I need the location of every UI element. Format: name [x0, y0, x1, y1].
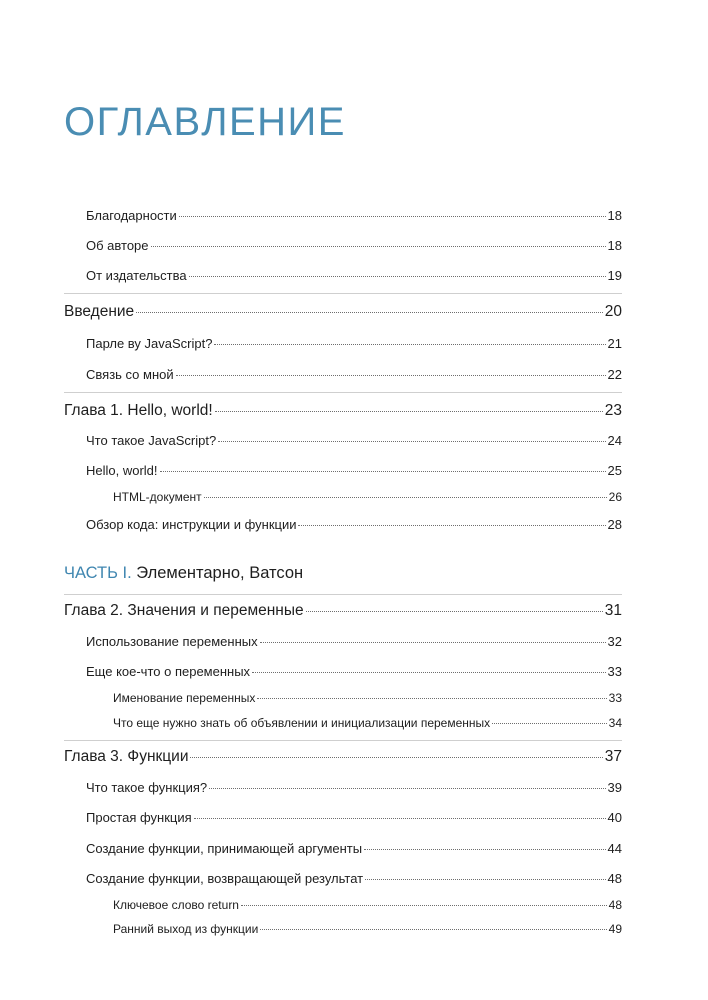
toc-entry-function-result[interactable]	[0, 871, 708, 886]
toc-entry-title: Создание функции, принимающей аргументы	[86, 841, 363, 856]
toc-entry-contact-me[interactable]	[0, 367, 708, 382]
dot-leader	[160, 470, 606, 472]
dot-leader	[189, 275, 606, 277]
part-name: Элементарно, Ватсон	[136, 564, 304, 582]
dot-leader	[298, 524, 605, 526]
dot-leader	[257, 697, 606, 699]
toc-entry-page: 33	[608, 691, 622, 705]
toc-title: ОГЛАВЛЕНИЕ	[64, 100, 346, 144]
toc-entry-page: 49	[608, 922, 622, 936]
dot-leader	[215, 410, 603, 412]
toc-entry-page: 20	[604, 303, 622, 320]
toc-entry-title: Ранний выход из функции	[113, 922, 259, 936]
toc-entry-page: 22	[607, 367, 622, 382]
section-divider	[64, 392, 622, 393]
dot-leader	[492, 722, 607, 724]
toc-entry-page: 31	[604, 602, 622, 619]
dot-leader	[260, 928, 606, 930]
toc-entry-page: 24	[607, 433, 622, 448]
dot-leader	[241, 904, 607, 906]
toc-entry-page: 37	[604, 748, 622, 765]
part-label: ЧАСТЬ I.	[64, 564, 132, 582]
dot-leader	[306, 610, 603, 612]
dot-leader	[209, 787, 605, 789]
toc-entry-title: Ключевое слово return	[113, 898, 239, 912]
toc-entry-declaration-initialization[interactable]	[0, 716, 708, 730]
dot-leader	[204, 496, 607, 498]
toc-entry-page: 39	[607, 780, 622, 795]
toc-entry-naming-variables[interactable]	[0, 691, 708, 705]
section-divider	[64, 740, 622, 741]
toc-entry-introduction[interactable]	[0, 303, 708, 321]
dot-leader	[151, 245, 606, 247]
toc-entry-html-document[interactable]	[0, 490, 708, 504]
toc-entry-title: Об авторе	[86, 238, 149, 253]
toc-entry-what-is-javascript[interactable]	[0, 433, 708, 448]
toc-entry-title: Глава 2. Значения и переменные	[64, 602, 304, 619]
toc-entry-function-arguments[interactable]	[0, 841, 708, 856]
dot-leader	[260, 641, 606, 643]
toc-entry-title: От издательства	[86, 268, 187, 283]
toc-entry-using-variables[interactable]	[0, 634, 708, 649]
toc-entry-title: Обзор кода: инструкции и функции	[86, 517, 297, 532]
toc-entry-page: 25	[607, 463, 622, 478]
part-heading[interactable]	[64, 564, 303, 583]
toc-entry-about-author[interactable]	[0, 238, 708, 253]
toc-entry-title: Глава 1. Hello, world!	[64, 402, 213, 419]
toc-entry-chapter-3[interactable]	[0, 748, 708, 766]
toc-entry-title: Глава 3. Функции	[64, 748, 189, 765]
toc-entry-page: 40	[607, 810, 622, 825]
toc-entry-title: Создание функции, возвращающей результат	[86, 871, 364, 886]
dot-leader	[190, 756, 602, 758]
toc-entry-title: Введение	[64, 303, 135, 320]
toc-entry-return-keyword[interactable]	[0, 898, 708, 912]
toc-entry-title: Что еще нужно знать об объявлении и инициализации переменных	[113, 716, 491, 730]
toc-entry-hello-world[interactable]	[0, 463, 708, 478]
dot-leader	[179, 215, 606, 217]
toc-entry-page: 19	[607, 268, 622, 283]
toc-entry-title: Использование переменных	[86, 634, 258, 649]
toc-entry-title: Hello, world!	[86, 463, 158, 478]
toc-entry-page: 21	[607, 336, 622, 351]
dot-leader	[218, 440, 605, 442]
toc-entry-page: 48	[607, 871, 622, 886]
toc-entry-early-exit[interactable]	[0, 922, 708, 936]
toc-entry-from-publisher[interactable]	[0, 268, 708, 283]
section-divider	[64, 293, 622, 294]
toc-entry-page: 34	[608, 716, 622, 730]
toc-entry-page: 23	[604, 402, 622, 419]
toc-entry-page: 28	[607, 517, 622, 532]
toc-entry-more-about-variables[interactable]	[0, 664, 708, 679]
toc-entry-title: Именование переменных	[113, 691, 256, 705]
toc-entry-title: Связь со мной	[86, 367, 174, 382]
toc-entry-title: Что такое JavaScript?	[86, 433, 217, 448]
toc-entry-acknowledgments[interactable]	[0, 208, 708, 223]
toc-entry-page: 33	[607, 664, 622, 679]
toc-entry-page: 44	[607, 841, 622, 856]
toc-entry-page: 18	[607, 238, 622, 253]
toc-entry-title: HTML-документ	[113, 490, 202, 504]
toc-entry-parle-vous-javascript[interactable]	[0, 336, 708, 351]
toc-entry-page: 18	[607, 208, 622, 223]
section-divider	[64, 594, 622, 595]
dot-leader	[176, 374, 606, 376]
toc-entry-title: Что такое функция?	[86, 780, 208, 795]
dot-leader	[194, 817, 606, 819]
dot-leader	[214, 343, 605, 345]
toc-entry-title: Еще кое-что о переменных	[86, 664, 251, 679]
toc-entry-title: Благодарности	[86, 208, 177, 223]
toc-entry-what-is-function[interactable]	[0, 780, 708, 795]
dot-leader	[365, 878, 605, 880]
toc-entry-chapter-1[interactable]	[0, 402, 708, 420]
toc-entry-title: Парле ву JavaScript?	[86, 336, 213, 351]
toc-entry-page: 32	[607, 634, 622, 649]
dot-leader	[136, 311, 603, 313]
toc-entry-simple-function[interactable]	[0, 810, 708, 825]
toc-entry-chapter-2[interactable]	[0, 602, 708, 620]
toc-entry-code-overview[interactable]	[0, 517, 708, 532]
toc-entry-page: 26	[608, 490, 622, 504]
toc-entry-page: 48	[608, 898, 622, 912]
dot-leader	[364, 848, 605, 850]
dot-leader	[252, 671, 605, 673]
toc-entry-title: Простая функция	[86, 810, 192, 825]
